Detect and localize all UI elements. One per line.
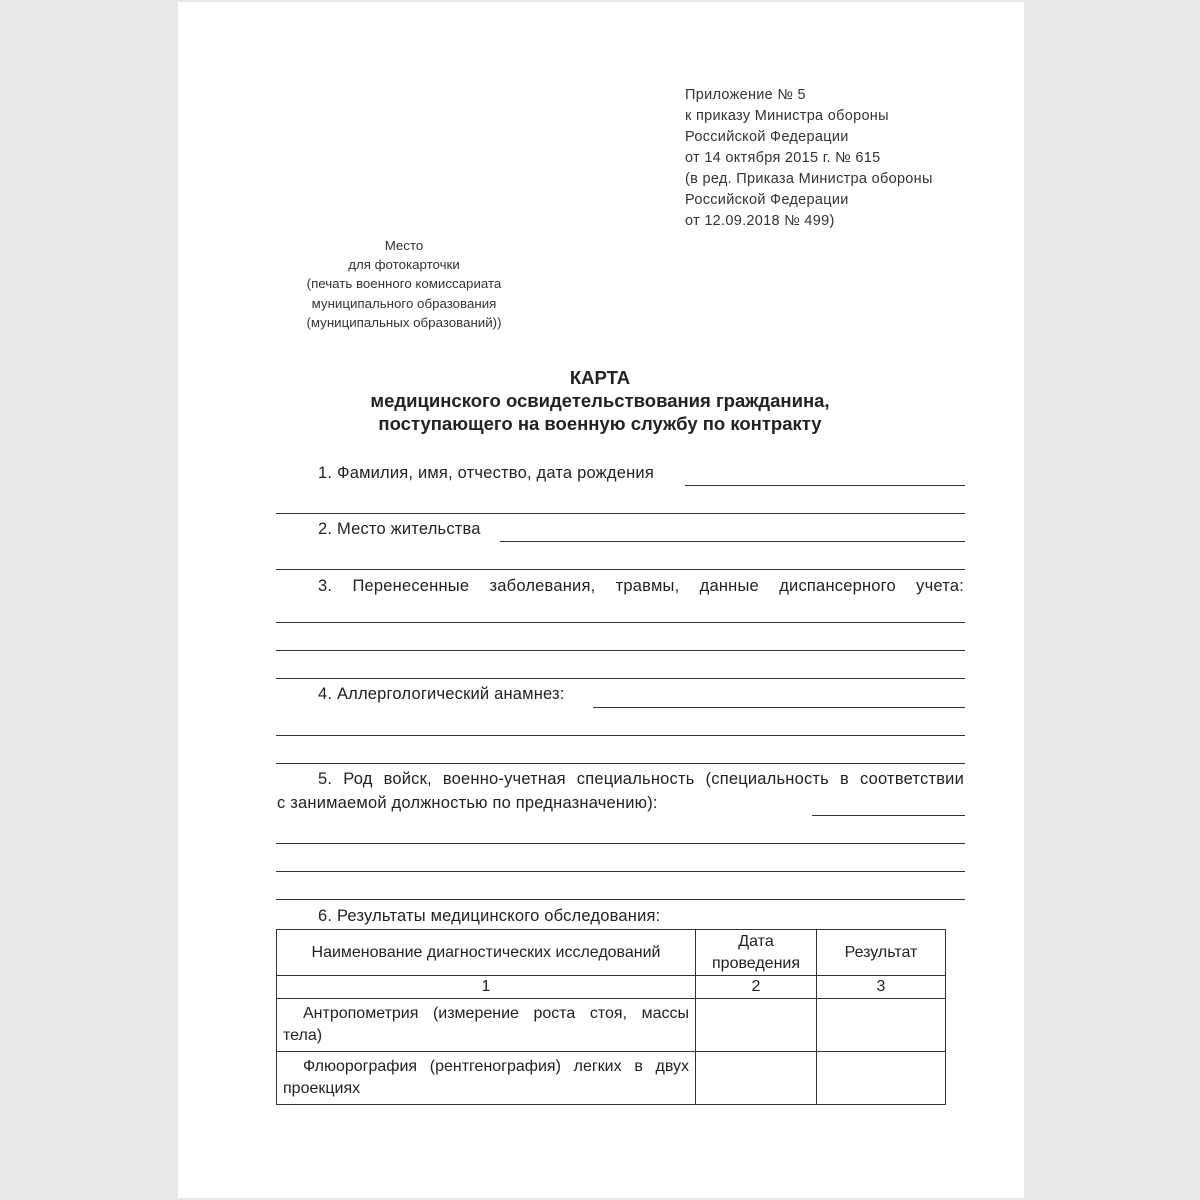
field-military-specialty-label-2: с занимаемой должностью по предназначению): bbox=[277, 794, 658, 812]
field-residence-line-2[interactable] bbox=[276, 569, 965, 570]
appendix-line: Приложение № 5 bbox=[685, 87, 806, 103]
table-header-row bbox=[277, 930, 946, 976]
document-title: КАРТА bbox=[569, 367, 631, 388]
table-cell-name bbox=[277, 1052, 696, 1105]
appendix-line: (в ред. Приказа Министра обороны bbox=[685, 171, 933, 187]
field-allergy-line-2[interactable] bbox=[276, 735, 965, 736]
appendix-line: от 12.09.2018 № 499) bbox=[685, 213, 835, 229]
field-allergy-line[interactable] bbox=[593, 707, 965, 708]
field-residence-label: 2. Место жительства bbox=[318, 520, 481, 538]
photo-line: муниципального образования bbox=[311, 295, 497, 311]
photo-line: для фотокарточки bbox=[348, 257, 460, 273]
table-row bbox=[277, 1052, 946, 1105]
document-subtitle-2: поступающего на военную службу по контракту bbox=[378, 413, 822, 434]
field-military-specialty-line-3[interactable] bbox=[276, 871, 965, 872]
table-header-cell: Наименование диагностических исследований bbox=[277, 930, 696, 976]
row-name-text: Антропометрия (измерение роста стоя, массы тела) bbox=[283, 1005, 689, 1044]
field-allergy-line-3[interactable] bbox=[276, 763, 965, 764]
field-diseases-label: 3. Перенесенные заболевания, травмы, данные диспансерного учета: bbox=[318, 577, 964, 595]
photo-line: Место bbox=[384, 238, 424, 253]
field-full-name-line[interactable] bbox=[685, 485, 965, 486]
table-header-cell: Результат bbox=[817, 930, 946, 976]
row-name-text: Флюорография (рентгенография) легких в двух проекциях bbox=[283, 1058, 689, 1097]
table-number-cell: 1 bbox=[277, 976, 696, 999]
field-military-specialty-line-4[interactable] bbox=[276, 899, 965, 900]
table-cell-date[interactable] bbox=[696, 1052, 817, 1105]
appendix-line: Российской Федерации bbox=[685, 192, 849, 208]
table-row bbox=[277, 999, 946, 1052]
field-diseases-line-3[interactable] bbox=[276, 678, 965, 679]
field-military-specialty-line-2[interactable] bbox=[276, 843, 965, 844]
appendix-note bbox=[685, 85, 933, 232]
field-residence-line[interactable] bbox=[500, 541, 965, 542]
photo-line: (печать военного комиссариата bbox=[306, 276, 502, 292]
appendix-line: Российской Федерации bbox=[685, 129, 849, 145]
appendix-line: к приказу Министра обороны bbox=[685, 108, 889, 124]
field-diseases-line-2[interactable] bbox=[276, 650, 965, 651]
field-allergy-label: 4. Аллергологический анамнез: bbox=[318, 685, 565, 703]
table-header-cell: Дата проведения bbox=[696, 930, 817, 976]
table-cell-name bbox=[277, 999, 696, 1052]
table-number-cell: 2 bbox=[696, 976, 817, 999]
document-page bbox=[178, 2, 1024, 1198]
table-number-cell: 3 bbox=[817, 976, 946, 999]
document-subtitle-1: медицинского освидетельствования гражданина, bbox=[370, 390, 830, 411]
appendix-line: от 14 октября 2015 г. № 615 bbox=[685, 150, 881, 166]
table-cell-result[interactable] bbox=[817, 999, 946, 1052]
field-results-label: 6. Результаты медицинского обследования: bbox=[318, 907, 661, 925]
field-military-specialty-label: 5. Род войск, военно-учетная специальность (специальность в соответствии bbox=[318, 770, 964, 788]
examination-results-table bbox=[276, 929, 946, 1105]
table-number-row bbox=[277, 976, 946, 999]
field-full-name-line-2[interactable] bbox=[276, 513, 965, 514]
field-military-specialty-line[interactable] bbox=[812, 815, 965, 816]
table-cell-date[interactable] bbox=[696, 999, 817, 1052]
table-cell-result[interactable] bbox=[817, 1052, 946, 1105]
field-diseases-line-1[interactable] bbox=[276, 622, 965, 623]
photo-line: (муниципальных образований)) bbox=[306, 314, 502, 330]
field-full-name-label: 1. Фамилия, имя, отчество, дата рождения bbox=[318, 464, 654, 482]
photo-placeholder bbox=[274, 236, 534, 332]
